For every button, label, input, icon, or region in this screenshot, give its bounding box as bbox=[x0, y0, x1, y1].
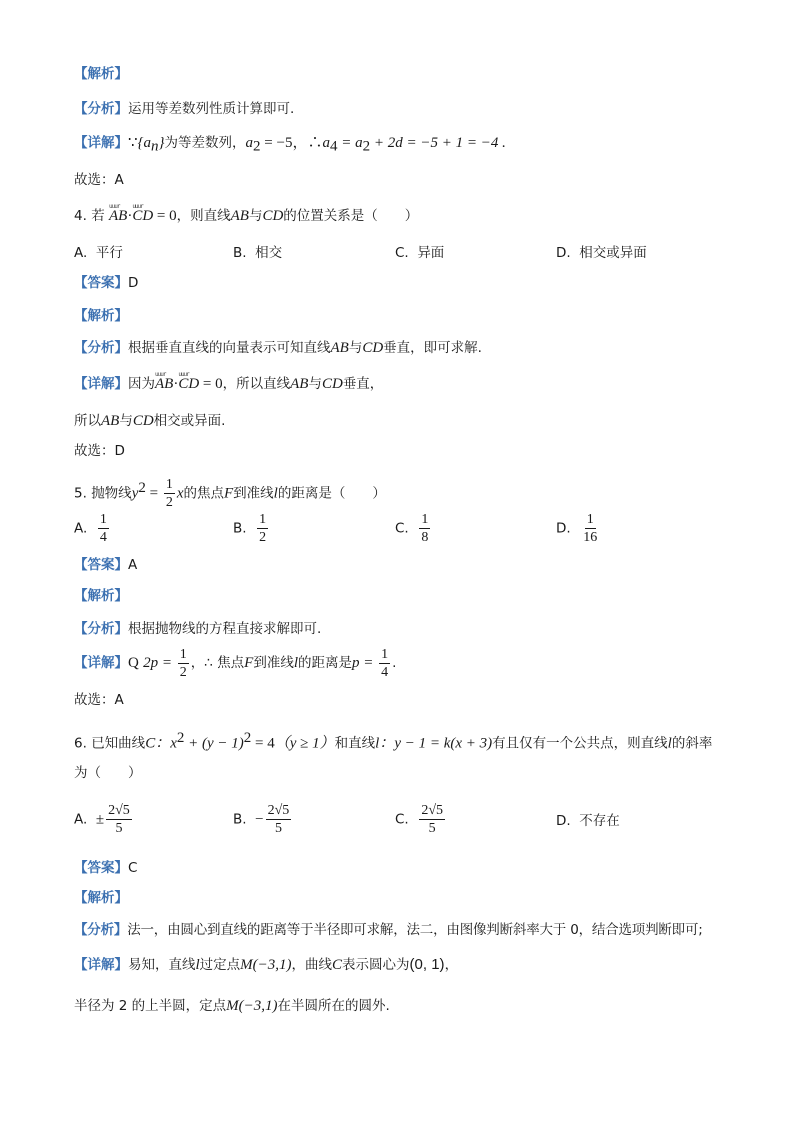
fenxi-line-3 bbox=[74, 99, 294, 119]
q6-answer: 【答案】C bbox=[74, 860, 138, 876]
q6-option-c[interactable]: C. $\frac{2√5}{5}$ bbox=[395, 803, 443, 836]
q6-xiangjie: 【详解】易知，直线l过定点M(−3,1)，曲线C表示圆心为(0, 1)， bbox=[74, 956, 459, 973]
q5-xiangjie: 【详解】Q 2p = $\frac{1}{2}$ ，∴ 焦点F到准线l的距离是p = $\frac{1}{4}$ . bbox=[74, 646, 397, 680]
xiangjie-tag: 【详解】 bbox=[74, 135, 128, 151]
q4-xiangjie: 【详解】因为uuur AB·uuur CD = 0，所以直线AB与CD垂直， bbox=[74, 374, 383, 394]
fenxi-tag: 【分析】 bbox=[74, 101, 128, 117]
q5-option-a[interactable]: A. $\frac{1}{4}$ bbox=[74, 512, 107, 545]
guxuan-line-3: 故选：A bbox=[74, 172, 124, 188]
q6-option-b[interactable]: B. − $\frac{2√5}{5}$ bbox=[233, 803, 290, 836]
q5-option-b[interactable]: B. $\frac{1}{2}$ bbox=[233, 512, 267, 545]
vector-ab: uuur AB bbox=[109, 206, 127, 226]
q6-option-d[interactable]: D. 不存在 bbox=[556, 813, 620, 829]
question-6-stem: 6. 已知曲线C：$x^2 + (y - 1)^2 = 4(y \ge 1)$和直线l：y − 1 = k(x + 3)有且仅有一个公共点，则直线l的斜率 bbox=[74, 730, 713, 752]
vector-cd: uuur CD bbox=[132, 206, 153, 226]
q5-answer: 【答案】A bbox=[74, 557, 138, 573]
q4-xiangjie-line2: 所以AB与CD相交或异面. bbox=[74, 413, 226, 429]
q5-guxuan: 故选：A bbox=[74, 692, 124, 708]
q4-option-d[interactable]: D. 相交或异面 bbox=[556, 245, 647, 261]
question-6-stem-line2: 为（ ） bbox=[74, 765, 142, 781]
q4-option-b[interactable]: B. 相交 bbox=[233, 245, 283, 261]
xiangjie-line-3: 【详解】$\because\{a_n\}$为等差数列，$a_2 = -5$，$\therefore a_4 = a_2 + 2d = -5 + 1 = -4$ . bbox=[74, 135, 506, 155]
q5-option-c[interactable]: C. $\frac{1}{8}$ bbox=[395, 512, 429, 545]
q4-option-c[interactable]: C. 异面 bbox=[395, 245, 445, 261]
fenxi-text: 运用等差数列性质计算即可. bbox=[128, 101, 295, 117]
q4-option-a[interactable]: A. 平行 bbox=[74, 245, 123, 261]
q5-option-d[interactable]: D. $\frac{1}{16}$ bbox=[556, 512, 598, 545]
q4-fenxi: 【分析】根据垂直直线的向量表示可知直线AB与CD垂直，即可求解. bbox=[74, 340, 482, 356]
q6-xiangjie-line2: 半径为 2 的上半圆，定点M(−3,1)在半圆所在的圆外. bbox=[74, 998, 390, 1014]
q4-guxuan: 故选：D bbox=[74, 443, 125, 459]
q6-jiexi: 【解析】 bbox=[74, 890, 128, 906]
question-5-stem: 5. 抛物线$y^2$ = $\frac{1}{2}$ x的焦点F到准线l的距离是（ ） bbox=[74, 477, 386, 510]
q5-fenxi: 【分析】根据抛物线的方程直接求解即可. bbox=[74, 621, 322, 637]
fraction: $\frac{1}{2}$ bbox=[165, 477, 173, 510]
q5-jiexi: 【解析】 bbox=[74, 588, 128, 604]
q6-fenxi: 【分析】法一，由圆心到直线的距离等于半径即可求解，法二，由图像判断斜率大于 0，结合选项判断即可; bbox=[74, 922, 703, 938]
jiexi-tag-3: 【解析】 bbox=[74, 66, 128, 82]
q4-answer: 【答案】D bbox=[74, 275, 139, 291]
q6-option-a[interactable]: A. ± $\frac{2√5}{5}$ bbox=[74, 803, 130, 836]
q4-jiexi: 【解析】 bbox=[74, 308, 128, 324]
question-4-stem: 4. 若 uuur AB·uuur CD = 0，则直线AB与CD的位置关系是（ ） bbox=[74, 206, 418, 226]
